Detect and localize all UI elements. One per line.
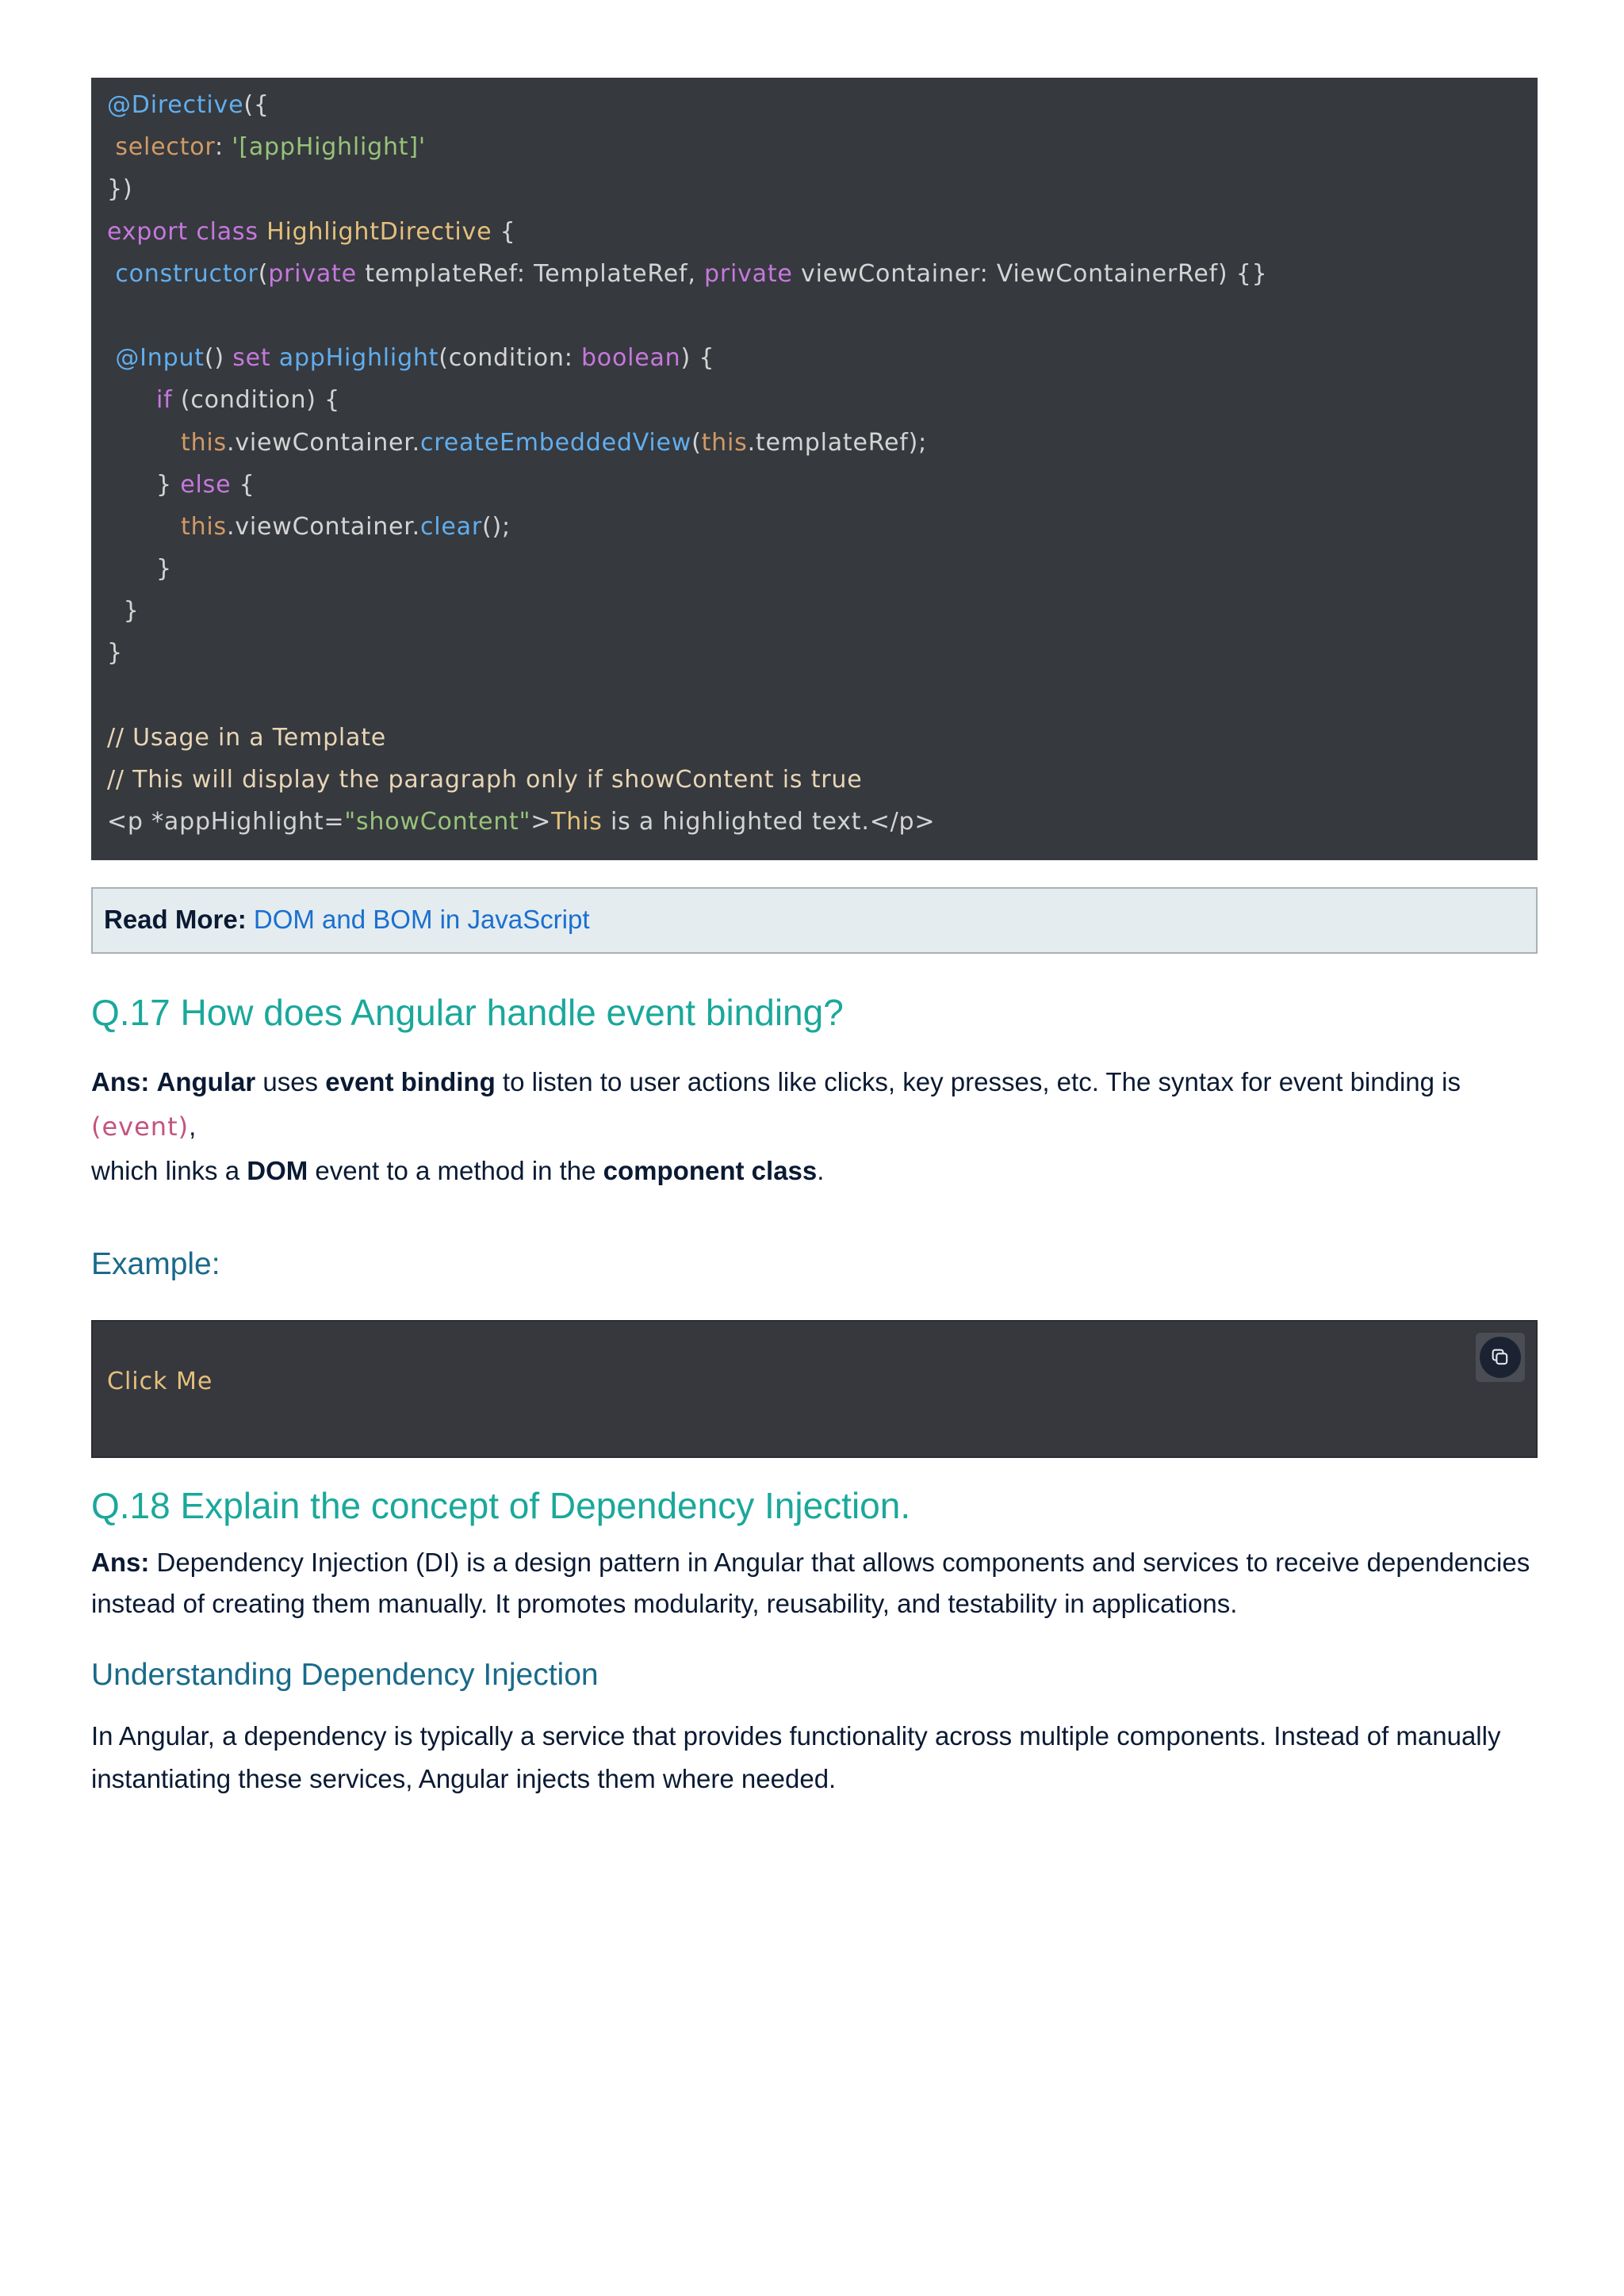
code-token: ({ bbox=[243, 91, 270, 119]
code-token: private bbox=[268, 259, 357, 288]
q17-text-b: to listen to user actions like clicks, key presses, etc. The syntax for event binding is bbox=[495, 1067, 1461, 1097]
code-token: .viewContainer. bbox=[226, 428, 420, 457]
read-more-link[interactable]: DOM and BOM in JavaScript bbox=[253, 905, 590, 935]
code-token: this bbox=[181, 512, 227, 541]
read-more-label: Read More: bbox=[104, 905, 247, 935]
q18-ans-text: Dependency Injection (DI) is a design pattern in Angular that allows components and services to receive dependencies instead of creating them manually. It promotes modularity, reusability, and testability in applications. bbox=[91, 1548, 1530, 1619]
code-line bbox=[107, 548, 1522, 590]
code-token: if bbox=[156, 386, 173, 415]
code-token: }) bbox=[107, 175, 133, 204]
page-content bbox=[91, 78, 1538, 1800]
code-token: () bbox=[204, 344, 233, 373]
code-line bbox=[107, 379, 1522, 421]
code-token: { bbox=[231, 470, 255, 499]
code-line bbox=[107, 801, 1522, 843]
code-block-directive bbox=[91, 78, 1538, 860]
code-token: else bbox=[180, 470, 232, 499]
code-token: templateRef: TemplateRef, bbox=[356, 259, 705, 288]
code-line bbox=[107, 632, 1522, 674]
q17-heading: Q.17 How does Angular handle event binding? bbox=[91, 992, 844, 1034]
code-token: } bbox=[107, 555, 172, 584]
code-token: { bbox=[492, 217, 516, 246]
code-token: @Input bbox=[107, 344, 205, 373]
code-line bbox=[107, 168, 1522, 210]
di-paragraph: In Angular, a dependency is typically a service that provides functionality across multiple components. Instead of manually instantiating these services, Angular injects them where needed. bbox=[91, 1721, 1501, 1794]
code-token: '[appHighlight]' bbox=[232, 133, 426, 162]
code-token: this bbox=[181, 428, 227, 457]
code-line bbox=[107, 211, 1522, 253]
code-token: (condition) { bbox=[172, 386, 341, 415]
code-token: : bbox=[215, 133, 232, 162]
code-token: this bbox=[701, 428, 748, 457]
q17-inline-code: (event) bbox=[91, 1112, 190, 1142]
q17-text-e: event to a method in the bbox=[308, 1156, 603, 1186]
code-token: HighlightDirective bbox=[266, 217, 492, 246]
code-token: // Usage in a Template bbox=[107, 723, 387, 752]
example-heading: Example: bbox=[91, 1247, 220, 1282]
code-token bbox=[107, 386, 156, 414]
code-block-example bbox=[91, 1320, 1538, 1458]
code-token: <p *appHighlight= bbox=[107, 808, 345, 836]
code-token: } bbox=[107, 470, 181, 499]
code-line bbox=[107, 84, 1522, 126]
code-token: ( bbox=[691, 428, 702, 457]
code-token: viewContainer: ViewContainerRef) {} bbox=[792, 259, 1268, 288]
code-line bbox=[107, 295, 1522, 337]
q17-event-binding: event binding bbox=[325, 1067, 496, 1097]
code-token: appHighlight bbox=[278, 344, 439, 373]
code-token: .templateRef); bbox=[747, 428, 928, 457]
copy-button[interactable] bbox=[1476, 1333, 1525, 1382]
code-line bbox=[107, 422, 1522, 464]
code-line bbox=[107, 759, 1522, 801]
code-line bbox=[107, 717, 1522, 759]
code-token: ( bbox=[258, 259, 269, 288]
code-line bbox=[107, 253, 1522, 295]
q18-heading: Q.18 Explain the concept of Dependency Injection. bbox=[91, 1485, 911, 1527]
code-token: private bbox=[704, 259, 793, 288]
q17-ans-label: Ans: bbox=[91, 1067, 150, 1097]
code-line bbox=[107, 506, 1522, 548]
q17-text-f: . bbox=[817, 1156, 825, 1186]
copy-icon bbox=[1480, 1337, 1521, 1378]
q17-angular: Angular bbox=[156, 1067, 256, 1097]
q17-answer bbox=[91, 1060, 1538, 1193]
q17-text-a: uses bbox=[255, 1067, 326, 1097]
code-token: (); bbox=[482, 512, 511, 541]
code-token: } bbox=[107, 639, 123, 668]
code-token: @Directive bbox=[107, 91, 244, 119]
code-token: selector bbox=[107, 133, 216, 162]
code-token: .viewContainer. bbox=[226, 512, 420, 541]
code-token: ) { bbox=[680, 344, 715, 373]
q18-answer bbox=[91, 1542, 1538, 1624]
code-token: This bbox=[551, 808, 603, 836]
code-token: (condition: bbox=[439, 344, 581, 373]
code-example-text: Click Me bbox=[107, 1368, 213, 1396]
q18-ans-label: Ans: bbox=[91, 1548, 150, 1578]
q17-text-c: , bbox=[189, 1112, 197, 1142]
code-token: set bbox=[232, 344, 279, 373]
code-token bbox=[107, 513, 181, 541]
code-token: > bbox=[530, 808, 552, 836]
q17-dom: DOM bbox=[247, 1156, 308, 1186]
code-token: // This will display the paragraph only if showContent is true bbox=[107, 766, 863, 794]
code-line bbox=[107, 464, 1522, 506]
code-token: createEmbeddedView bbox=[420, 428, 692, 457]
read-more-box bbox=[91, 887, 1538, 954]
code-token: constructor bbox=[107, 259, 259, 288]
code-line bbox=[107, 337, 1522, 379]
code-line bbox=[107, 590, 1522, 632]
q17-text-d: which links a bbox=[91, 1156, 247, 1186]
code-token: is a highlighted text.</p> bbox=[602, 808, 936, 836]
di-subheading: Understanding Dependency Injection bbox=[91, 1658, 599, 1693]
code-token bbox=[107, 429, 181, 457]
code-token: "showContent" bbox=[344, 808, 531, 836]
code-token: export class bbox=[107, 217, 267, 246]
code-token: } bbox=[107, 597, 140, 626]
code-line bbox=[107, 675, 1522, 717]
code-line bbox=[107, 126, 1522, 168]
code-token: clear bbox=[420, 512, 483, 541]
code-token: boolean bbox=[580, 344, 681, 373]
q17-component-class: component class bbox=[603, 1156, 818, 1186]
